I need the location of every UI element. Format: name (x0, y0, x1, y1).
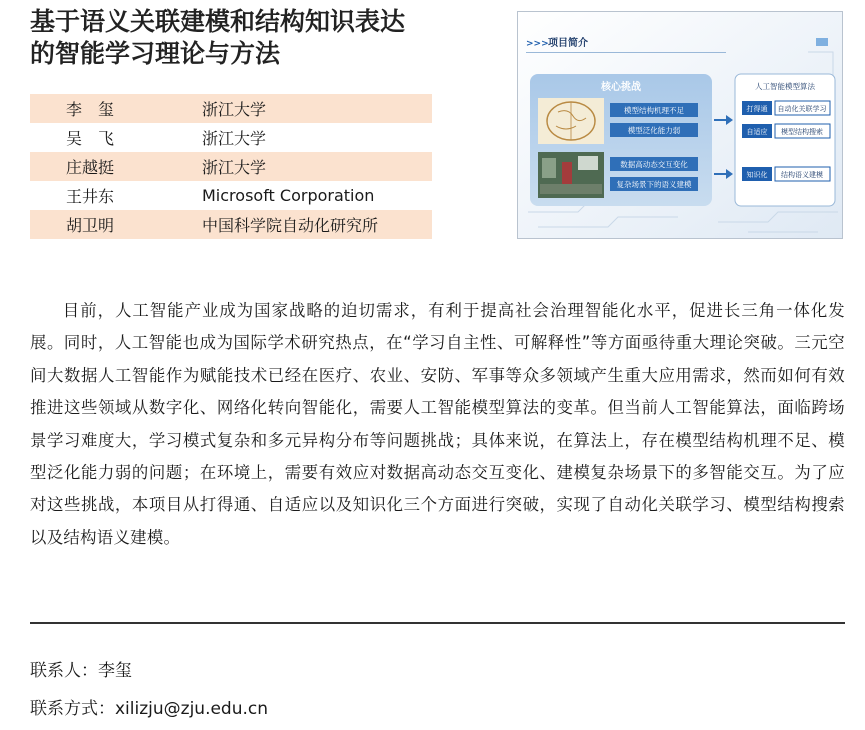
body-paragraph: 目前，人工智能产业成为国家战略的迫切需求，有利于提高社会治理智能化水平，促进长三角一体化发展。同时，人工智能也成为国际学术研究热点，在“学习自主性、可解释性”等方面亟待重大理论突破。三元空间大数据人工智能作为赋能技术已经在医疗、农业、安防、军事等众多领域产生重大应用需求，然而如何有效推进这些领域从数字化、网络化转向智能化，需要人工智能模型算法的变革。但当前人工智能算法，面临跨场景学习难度大，学习模式复杂和多元异构分布等问题挑战；具体来说，在算法上，存在模型结构机理不足、模型泛化能力弱的问题；在环境上，需要有效应对数据高动态交互变化、建模复杂场景下的多智能交互。为了应对这些挑战，本项目从打得通、自适应以及知识化三个方面进行突破，实现了自动化关联学习、模型结构搜索以及结构语义建模。 (30, 301, 845, 547)
author-row (30, 152, 432, 181)
title-line-1: 基于语义关联建模和结构知识表达 (30, 7, 406, 36)
method-tag-label: 知识化 (746, 171, 768, 179)
author-org: Microsoft Corporation (202, 186, 375, 205)
challenge-title: 核心挑战 (601, 82, 641, 93)
method-label: 模型结构搜索 (781, 128, 823, 136)
challenge-label: 数据高动态交互变化 (620, 160, 688, 169)
contact-person: 联系人：李玺 (30, 661, 132, 681)
method-title: 人工智能模型算法 (755, 82, 815, 91)
page-title (30, 6, 480, 70)
header-accent (816, 38, 828, 46)
author-name: 王井东 (66, 187, 115, 206)
author-row (30, 123, 432, 152)
author-row (30, 210, 432, 239)
title-line-2: 的智能学习理论与方法 (30, 39, 281, 68)
author-row (30, 94, 432, 123)
author-org: 浙江大学 (202, 94, 432, 123)
method-tag-label: 自适应 (746, 128, 768, 136)
method-tag-label: 打得通 (746, 105, 768, 113)
figure-header: 项目简介 (548, 38, 588, 49)
author-name: 庄越挺 (30, 152, 202, 181)
author-name: 李 玺 (30, 94, 202, 123)
method-label: 结构语义建模 (781, 171, 823, 179)
contact-method: 联系方式：xilizju@zju.edu.cn (30, 699, 269, 719)
method-label: 自动化关联学习 (777, 105, 827, 113)
overview-diagram (518, 12, 842, 238)
challenge-label: 模型结构机理不足 (624, 106, 684, 115)
author-row (30, 181, 432, 210)
author-table (30, 94, 432, 239)
author-org: 中国科学院自动化研究所 (202, 210, 432, 239)
challenge-label: 模型泛化能力弱 (627, 126, 681, 135)
divider (30, 622, 845, 624)
project-overview-figure (517, 11, 843, 239)
author-org: 浙江大学 (202, 129, 267, 148)
challenge-label: 复杂场景下的语义建模 (616, 180, 692, 189)
method-box (735, 74, 835, 206)
chevrons-icon: >>> (526, 39, 549, 49)
author-org: 浙江大学 (202, 152, 432, 181)
author-name: 吴 飞 (66, 129, 115, 148)
author-name: 胡卫明 (30, 210, 202, 239)
